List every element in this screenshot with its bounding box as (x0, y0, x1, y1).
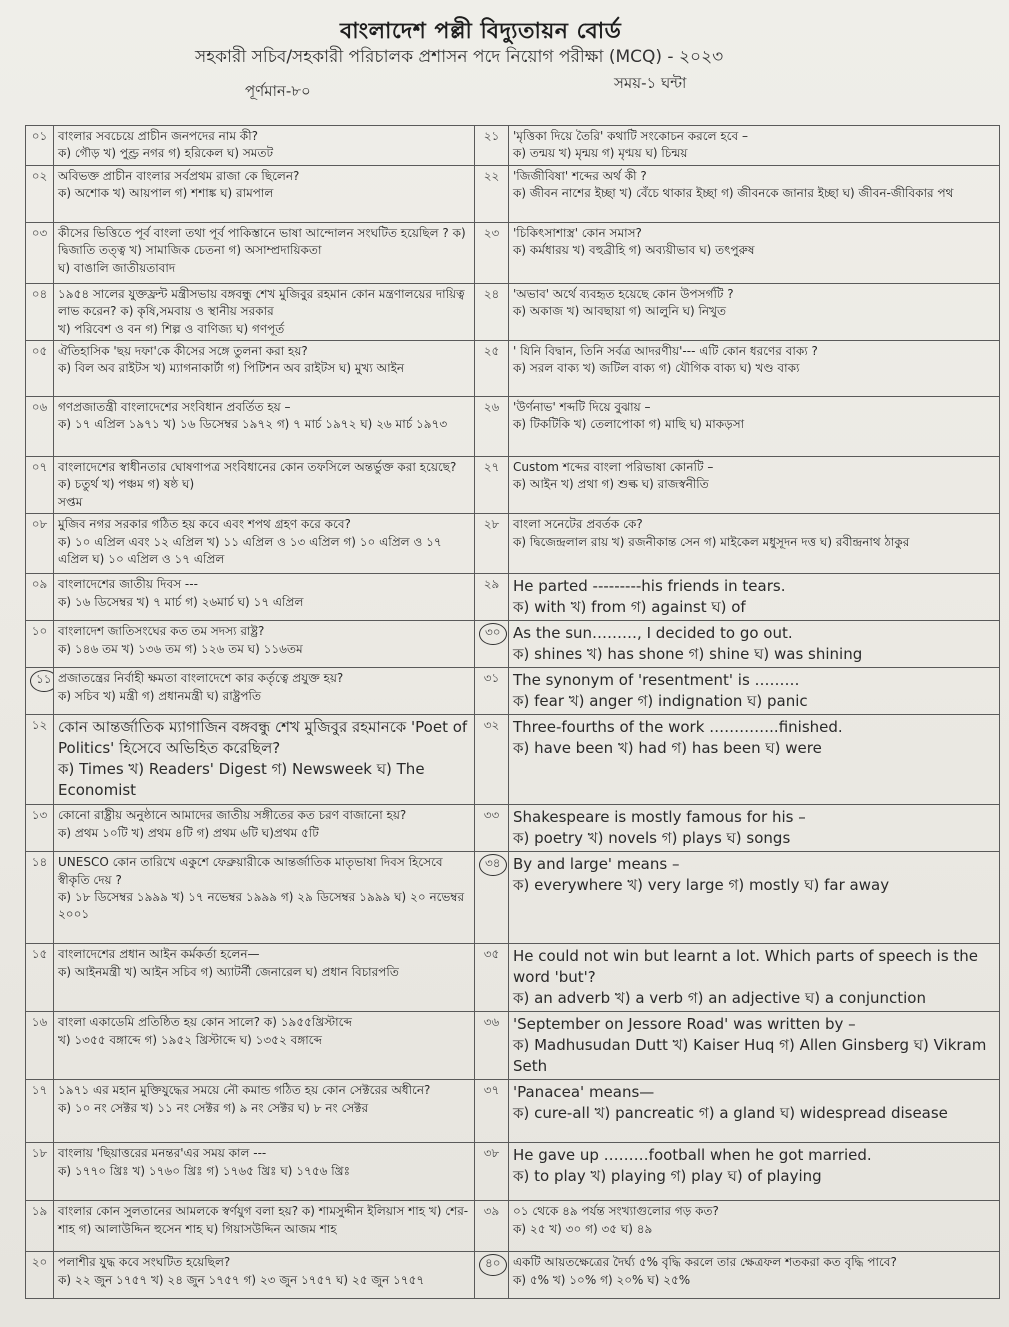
question-cell (54, 222, 475, 283)
question-cell (54, 574, 475, 621)
question-text: By and large' means – (513, 855, 680, 874)
answer-options: ক) to play খ) playing গ) play ঘ) of playing (513, 1167, 822, 1186)
question-text: বাংলা একাডেমি প্রতিষ্ঠিত হয় কোন সালে? ক) ১৯৫৫খ্রিস্টাব্দে (58, 1015, 352, 1030)
answer-options: ক) ২২ জুন ১৭৫৭ খ) ২৪ জুন ১৭৫৭ গ) ২৩ জুন ১৭৫৭ ঘ) ২৫ জুন ১৭৫৭ (58, 1272, 425, 1287)
question-text: 'উর্ণনাভ' শব্দটি দিয়ে বুঝায় – (513, 399, 651, 414)
question-text: Three-fourths of the work …………..finished. (513, 718, 843, 737)
question-number-text: ৩০ (479, 623, 507, 645)
question-number (26, 1012, 54, 1080)
question-row (26, 1012, 1000, 1080)
question-text: The synonym of 'resentment' is ……… (513, 671, 800, 690)
question-number-text: ৩৭ (483, 1083, 500, 1098)
question-number-text: ০৯ (31, 577, 48, 592)
question-text: He parted ---------his friends in tears. (513, 577, 786, 596)
answer-options: ক) shines খ) has shone গ) shine ঘ) was shining (513, 645, 863, 664)
question-text: বাংলার সবচেয়ে প্রাচীন জনপদের নাম কী? (58, 129, 258, 143)
question-cell (54, 283, 475, 340)
question-number (26, 1143, 54, 1201)
question-text: বাংলাদেশ জাতিসংঘের কত তম সদস্য রাষ্ট্র? (58, 624, 265, 639)
question-number-text: ২৩ (483, 225, 500, 240)
question-number-text: ১৪ (31, 855, 48, 870)
answer-options: ক) অশোক খ) আয়পাল গ) শশাঙ্ক ঘ) রামপাল (58, 186, 274, 201)
question-cell (509, 1143, 1000, 1201)
question-number-text: ২৬ (483, 399, 500, 414)
question-number-text: ০৩ (31, 225, 48, 240)
question-cell (509, 283, 1000, 340)
question-number-text: ০৫ (31, 343, 48, 358)
answer-options: ক) প্রথম ১০টি খ) প্রথম ৪টি গ) প্রথম ৬টি ঘ)প্রথম ৫টি (58, 825, 319, 840)
question-cell (509, 1080, 1000, 1143)
question-row (26, 1252, 1000, 1299)
question-number-text: ২৯ (483, 577, 500, 592)
question-cell (509, 715, 1000, 805)
question-number-text: ৩৮ (483, 1146, 500, 1161)
question-cell (54, 165, 475, 222)
question-number (26, 456, 54, 513)
question-row (26, 668, 1000, 715)
question-text: 'অভাব' অর্থে ব্যবহৃত হয়েছে কোন উপসর্গটি ? (513, 286, 734, 301)
question-row (26, 1201, 1000, 1252)
question-text: ১৯৫৪ সালের যুক্তফ্রন্ট মন্ত্রীসভায় বঙ্গবন্ধু শেখ মুজিবুর রহমান কোন মন্ত্রণালয়ের দায়িত্ব লাভ করেন? ক) কৃষি,সমবায় ও স্থানীয় সরকার (58, 286, 465, 319)
question-number-text: ১৬ (31, 1015, 48, 1030)
question-row (26, 852, 1000, 944)
question-number-text: ৩৩ (483, 808, 500, 823)
question-number (475, 165, 509, 222)
question-cell (509, 852, 1000, 944)
question-cell (54, 1012, 475, 1080)
question-cell (509, 1252, 1000, 1299)
question-number (475, 514, 509, 574)
full-marks: পূর্ণমান-৮০ (245, 82, 311, 100)
question-row (26, 514, 1000, 574)
question-row (26, 222, 1000, 283)
answer-options: ক) কর্মধারয় খ) বহুব্রীহি গ) অব্যয়ীভাব ঘ) তৎপুরুষ (513, 243, 755, 258)
board-title: বাংলাদেশ পল্লী বিদ্যুতায়ন বোর্ড (340, 19, 622, 44)
question-row (26, 340, 1000, 396)
question-text: Shakespeare is mostly famous for his – (513, 808, 806, 827)
question-text: 'জিজীবিষা' শব্দের অর্থ কী ? (513, 168, 647, 183)
question-text: 'চিকিৎসাশাস্ত্র' কোন সমাস? (513, 225, 642, 240)
question-text: As the sun………, I decided to go out. (513, 624, 793, 643)
question-number (26, 514, 54, 574)
question-number-text: ২২ (483, 168, 500, 183)
question-number-text: ১১ (30, 670, 54, 692)
question-number-text: ৩২ (483, 718, 500, 733)
answer-options: ঘ) বাঙালি জাতীয়তাবাদ (58, 260, 176, 275)
question-text: ঐতিহাসিক 'ছয় দফা'কে কীসের সঙ্গে তুলনা করা হয়? (58, 343, 308, 358)
answer-options: খ) ১৩৫৫ বঙ্গাব্দে গ) ১৯৫২ খ্রিস্টাব্দে ঘ) ১৩৫২ বঙ্গাব্দে (58, 1032, 322, 1047)
question-number (475, 283, 509, 340)
question-number (475, 621, 509, 668)
question-text: কোন আন্তর্জাতিক ম্যাগাজিন বঙ্গবন্ধু শেখ মুজিবুর রহমানকে 'Poet of Politics' হিসেবে অভিহিত করেছিল? (58, 718, 468, 758)
question-number-text: ৩৯ (483, 1204, 500, 1219)
question-number (475, 1252, 509, 1299)
question-number-text: ১৯ (31, 1204, 48, 1219)
question-text: বাংলাদেশের প্রধান আইন কর্মকর্তা হলেন— (58, 947, 260, 962)
question-text: গণপ্রজাতন্ত্রী বাংলাদেশের সংবিধান প্রবর্তিত হয় – (58, 399, 291, 414)
question-text: বাংলা সনেটের প্রবর্তক কে? (513, 517, 643, 532)
question-cell (54, 396, 475, 456)
question-row (26, 805, 1000, 852)
question-number (475, 396, 509, 456)
exam-subtitle: সহকারী সচিব/সহকারী পরিচালক প্রশাসন পদে নিয়োগ পরীক্ষা (MCQ) - ২০২৩ (195, 47, 724, 67)
question-number-text: ১৮ (31, 1146, 48, 1161)
question-number (475, 1201, 509, 1252)
answer-options: ক) ৫% খ) ১০% গ) ২০% ঘ) ২৫% (513, 1272, 691, 1287)
answer-options: ক) সরল বাক্য খ) জটিল বাক্য গ) যৌগিক বাক্য ঘ) খণ্ড বাক্য (513, 361, 800, 376)
answer-options: ক) ১৭৭০ খ্রিঃ খ) ১৭৬০ খ্রিঃ গ) ১৭৬৫ খ্রিঃ ঘ) ১৭৫৬ খ্রিঃ (58, 1163, 351, 1178)
answer-options: ক) তন্ময় খ) মৃন্ময় গ) মৃণ্ময় ঘ) চিন্ময় (513, 146, 688, 161)
question-number (475, 126, 509, 166)
answer-options: ক) অকাজ খ) আবছায়া গ) আলুনি ঘ) নিখুত (513, 304, 726, 319)
question-cell (54, 456, 475, 513)
question-number-text: ১৫ (31, 947, 48, 962)
question-number (26, 1080, 54, 1143)
question-cell (54, 514, 475, 574)
question-number-text: ১৩ (31, 808, 48, 823)
question-cell (54, 340, 475, 396)
question-row (26, 574, 1000, 621)
question-text: He gave up ………football when he got married. (513, 1146, 872, 1165)
answer-options: ক) Madhusudan Dutt খ) Kaiser Huq গ) Allen Ginsberg ঘ) Vikram Seth (513, 1036, 987, 1076)
question-number (475, 805, 509, 852)
question-number-text: ২১ (483, 129, 500, 143)
question-cell (509, 396, 1000, 456)
question-text: পলাশীর যুদ্ধ কবে সংঘটিত হয়েছিল? (58, 1255, 231, 1270)
question-number (26, 852, 54, 944)
question-number (26, 944, 54, 1012)
question-cell (509, 668, 1000, 715)
question-text: বাংলায় 'ছিয়াত্তরের মনন্তর'এর সময় কাল --- (58, 1146, 267, 1161)
question-number (26, 283, 54, 340)
question-number-text: ১৭ (31, 1083, 48, 1098)
question-rows (26, 126, 1000, 1299)
answer-options: ক) জীবন নাশের ইচ্ছা খ) বেঁচে থাকার ইচ্ছা গ) জীবনকে জানার ইচ্ছা ঘ) জীবন-জীবিকার পথ (513, 186, 954, 201)
question-cell (509, 340, 1000, 396)
question-cell (509, 621, 1000, 668)
question-number (475, 456, 509, 513)
question-number-text: ২৪ (483, 286, 500, 301)
question-text: UNESCO কোন তারিখে একুশে ফেব্রুয়ারীকে আন্তর্জাতিক মাতৃভাষা দিবস হিসেবে স্বীকৃতি দেয় ? (58, 855, 443, 887)
answer-options: ক) ১৮ ডিসেম্বর ১৯৯৯ খ) ১৭ নভেম্বর ১৯৯৯ গ) ২৯ ডিসেম্বর ১৯৯৯ ঘ) ২০ নভেম্বর ২০০১ (58, 889, 465, 922)
question-number-text: ৩৫ (483, 947, 500, 962)
question-number-text: ২০ (31, 1255, 48, 1270)
question-text: বাংলাদেশের জাতীয় দিবস --- (58, 577, 198, 592)
question-text: Custom শব্দের বাংলা পরিভাষা কোনটি – (513, 459, 714, 474)
question-number (26, 165, 54, 222)
answer-options: ক) ২৫ খ) ৩০ গ) ৩৫ ঘ) ৪৯ (513, 1221, 653, 1236)
answer-options: ক) ১৪৬ তম খ) ১৩৬ তম গ) ১২৬ তম ঘ) ১১৬তম (58, 641, 303, 656)
question-cell (54, 1080, 475, 1143)
question-text: কোনো রাষ্ট্রীয় অনুষ্ঠানে আমাদের জাতীয় সঙ্গীতের কত চরণ বাজানো হয়? (58, 808, 407, 823)
question-cell (54, 1143, 475, 1201)
answer-options: ক) have been খ) had গ) has been ঘ) were (513, 739, 822, 758)
question-cell (54, 1252, 475, 1299)
question-text: বাংলার কোন সুলতানের আমলকে স্বর্ণযুগ বলা হয়? ক) শামসুদ্দীন ইলিয়াস শাহ খ) শের-শাহ গ) আলাউদ্দিন হুসেন শাহ ঘ) গিয়াসউদ্দিন আজম শাহ (58, 1204, 469, 1236)
question-number-text: ৩৪ (479, 854, 507, 876)
answer-options: ক) with খ) from গ) against ঘ) of (513, 598, 746, 617)
question-cell (54, 668, 475, 715)
question-number-text: ০৮ (31, 517, 48, 532)
exam-time: সময়-১ ঘন্টা (614, 74, 687, 92)
question-number (26, 1201, 54, 1252)
question-number (475, 1143, 509, 1201)
question-number (26, 715, 54, 805)
question-text: বাংলাদেশের স্বাধীনতার ঘোষণাপত্র সংবিধানের কোন তফসিলে অন্তর্ভুক্ত করা হয়েছে? ক) চতুর্থ খ) পঞ্চম গ) ষষ্ঠ ঘ) (58, 459, 457, 492)
question-number-text: ০৭ (31, 459, 48, 474)
answer-options: ক) an adverb খ) a verb গ) an adjective ঘ) a conjunction (513, 989, 926, 1008)
question-number (26, 574, 54, 621)
question-number-text: ২৮ (483, 517, 500, 532)
question-text: একটি আয়তক্ষেত্রের দৈর্ঘ্য ৫% বৃদ্ধি করলে তার ক্ষেত্রফল শতকরা কত বৃদ্ধি পাবে? (513, 1255, 897, 1270)
answer-options: খ) পরিবেশ ও বন গ) শিল্প ও বাণিজ্য ঘ) গণপূর্ত (58, 321, 285, 336)
question-text: 'September on Jessore Road' was written by – (513, 1015, 856, 1034)
question-row (26, 621, 1000, 668)
question-text: 'মৃত্তিকা দিয়ে তৈরি' কথাটি সংকোচন করলে হবে – (513, 129, 748, 143)
answer-options: ক) আইন খ) প্রথা গ) শুল্ক ঘ) রাজস্বনীতি (513, 477, 709, 492)
question-row (26, 126, 1000, 166)
question-cell (509, 165, 1000, 222)
answer-options: ক) poetry খ) novels গ) plays ঘ) songs (513, 829, 791, 848)
question-row (26, 1143, 1000, 1201)
question-row (26, 283, 1000, 340)
question-number (475, 222, 509, 283)
answer-options: ক) ১০ নং সেক্টর খ) ১১ নং সেক্টর গ) ৯ নং সেক্টর ঘ) ৮ নং সেক্টর (58, 1100, 369, 1115)
question-text: ' যিনি বিদ্বান, তিনি সর্বত্র আদরণীয়'--- এটি কোন ধরণের বাক্য ? (513, 343, 818, 358)
answer-options: ক) ১৭ এপ্রিল ১৯৭১ খ) ১৬ ডিসেম্বর ১৯৭২ গ) ৭ মার্চ ১৯৭২ ঘ) ২৬ মার্চ ১৯৭৩ (58, 417, 448, 432)
question-number (26, 222, 54, 283)
answer-options: ক) everywhere খ) very large গ) mostly ঘ) far away (513, 876, 890, 895)
question-cell (54, 852, 475, 944)
question-number-text: ২৭ (483, 459, 500, 474)
question-number (26, 1252, 54, 1299)
question-cell (509, 944, 1000, 1012)
question-cell (509, 456, 1000, 513)
question-cell (54, 944, 475, 1012)
question-number (475, 1012, 509, 1080)
question-number-text: ০১ (31, 129, 48, 143)
question-cell (509, 574, 1000, 621)
question-number (475, 574, 509, 621)
question-number (26, 126, 54, 166)
question-number-text: ০২ (31, 168, 48, 183)
question-number (475, 1080, 509, 1143)
answer-options: ক) সচিব খ) মন্ত্রী গ) প্রধানমন্ত্রী ঘ) রাষ্ট্রপতি (58, 688, 261, 703)
question-text: 'Panacea' means— (513, 1083, 655, 1102)
question-number (475, 340, 509, 396)
question-number (475, 852, 509, 944)
question-cell (54, 621, 475, 668)
question-row (26, 944, 1000, 1012)
answer-options: ক) Times খ) Readers' Digest গ) Newsweek ঘ) The Economist (58, 760, 425, 800)
question-cell (509, 514, 1000, 574)
question-number-text: ৩৬ (483, 1015, 500, 1030)
question-table (25, 125, 1000, 1299)
question-row (26, 1080, 1000, 1143)
question-number-text: ১০ (31, 624, 48, 639)
question-cell (509, 126, 1000, 166)
question-cell (54, 805, 475, 852)
question-text: He could not win but learnt a lot. Which parts of speech is the word 'but'? (513, 947, 979, 987)
question-cell (509, 805, 1000, 852)
answer-options: সপ্তম (58, 494, 83, 509)
question-number (475, 944, 509, 1012)
question-number (26, 396, 54, 456)
question-cell (509, 1201, 1000, 1252)
question-text: অবিভক্ত প্রাচীন বাংলার সর্বপ্রথম রাজা কে ছিলেন? (58, 168, 300, 183)
answer-options: ক) cure-all খ) pancreatic গ) a gland ঘ) widespread disease (513, 1104, 948, 1123)
exam-header (0, 0, 1009, 124)
question-cell (54, 126, 475, 166)
question-number (475, 715, 509, 805)
answer-options: ক) ১৬ ডিসেম্বর খ) ৭ মার্চ গ) ২৬মার্চ ঘ) ১৭ এপ্রিল (58, 594, 304, 609)
question-number (475, 668, 509, 715)
answer-options: ক) ১০ এপ্রিল এবং ১২ এপ্রিল খ) ১১ এপ্রিল ও ১৩ এপ্রিল গ) ১০ এপ্রিল ও ১৭ এপ্রিল ঘ) ১০ এপ্রিল ও ১৭ এপ্রিল (58, 534, 442, 566)
question-number (26, 340, 54, 396)
question-cell (509, 1012, 1000, 1080)
question-number-text: ০৬ (31, 399, 48, 414)
question-text: ০১ থেকে ৪৯ পর্যন্ত সংখ্যাগুলোর গড় কত? (513, 1204, 719, 1219)
question-number-text: ১২ (31, 718, 48, 733)
question-text: কীসের ভিত্তিতে পূর্ব বাংলা তথা পূর্ব পাকিস্তানে ভাষা আন্দোলন সংঘটিত হয়েছিল ? ক) দ্বিজাতি তত্ত্ব খ) সামাজিক চেতনা গ) অসাম্প্রদায়িকতা (58, 225, 466, 258)
question-row (26, 456, 1000, 513)
question-number (26, 621, 54, 668)
question-number-text: ৪০ (479, 1254, 507, 1276)
answer-options: ক) বিল অব রাইটস খ) ম্যাগনাকার্টা গ) পিটিশন অব রাইটস ঘ) মুখ্য আইন (58, 361, 405, 376)
question-cell (54, 715, 475, 805)
question-row (26, 165, 1000, 222)
question-cell (54, 1201, 475, 1252)
answer-options: ক) fear খ) anger গ) indignation ঘ) panic (513, 692, 808, 711)
question-text: প্রজাতন্ত্রের নির্বাহী ক্ষমতা বাংলাদেশে কার কর্তৃত্বে প্রযুক্ত হয়? (58, 671, 344, 686)
question-row (26, 396, 1000, 456)
question-cell (509, 222, 1000, 283)
question-number-text: ০৪ (31, 286, 48, 301)
answer-options: ক) গৌড় খ) পুণ্ড্র নগর গ) হরিকেল ঘ) সমতট (58, 146, 274, 161)
question-number (26, 668, 54, 715)
question-text: ১৯৭১ এর মহান মুক্তিযুদ্ধের সময়ে নৌ কমান্ড গঠিত হয় কোন সেক্টরের অধীনে? (58, 1083, 431, 1098)
answer-options: ক) টিকটিকি খ) তেলাপোকা গ) মাছি ঘ) মাকড়সা (513, 417, 745, 432)
answer-options: ক) আইনমন্ত্রী খ) আইন সচিব গ) অ্যাটর্নী জেনারেল ঘ) প্রধান বিচারপতি (58, 964, 399, 979)
answer-options: ক) দ্বিজেন্দ্রলাল রায় খ) রজনীকান্ত সেন গ) মাইকেল মধুসূদন দত্ত ঘ) রবীন্দ্রনাথ ঠাকুর (513, 534, 910, 549)
question-number-text: ৩১ (483, 671, 500, 686)
question-number-text: ২৫ (483, 343, 500, 358)
question-number (26, 805, 54, 852)
question-text: মুজিব নগর সরকার গঠিত হয় কবে এবং শপথ গ্রহণ করে কবে? (58, 517, 351, 532)
question-row (26, 715, 1000, 805)
